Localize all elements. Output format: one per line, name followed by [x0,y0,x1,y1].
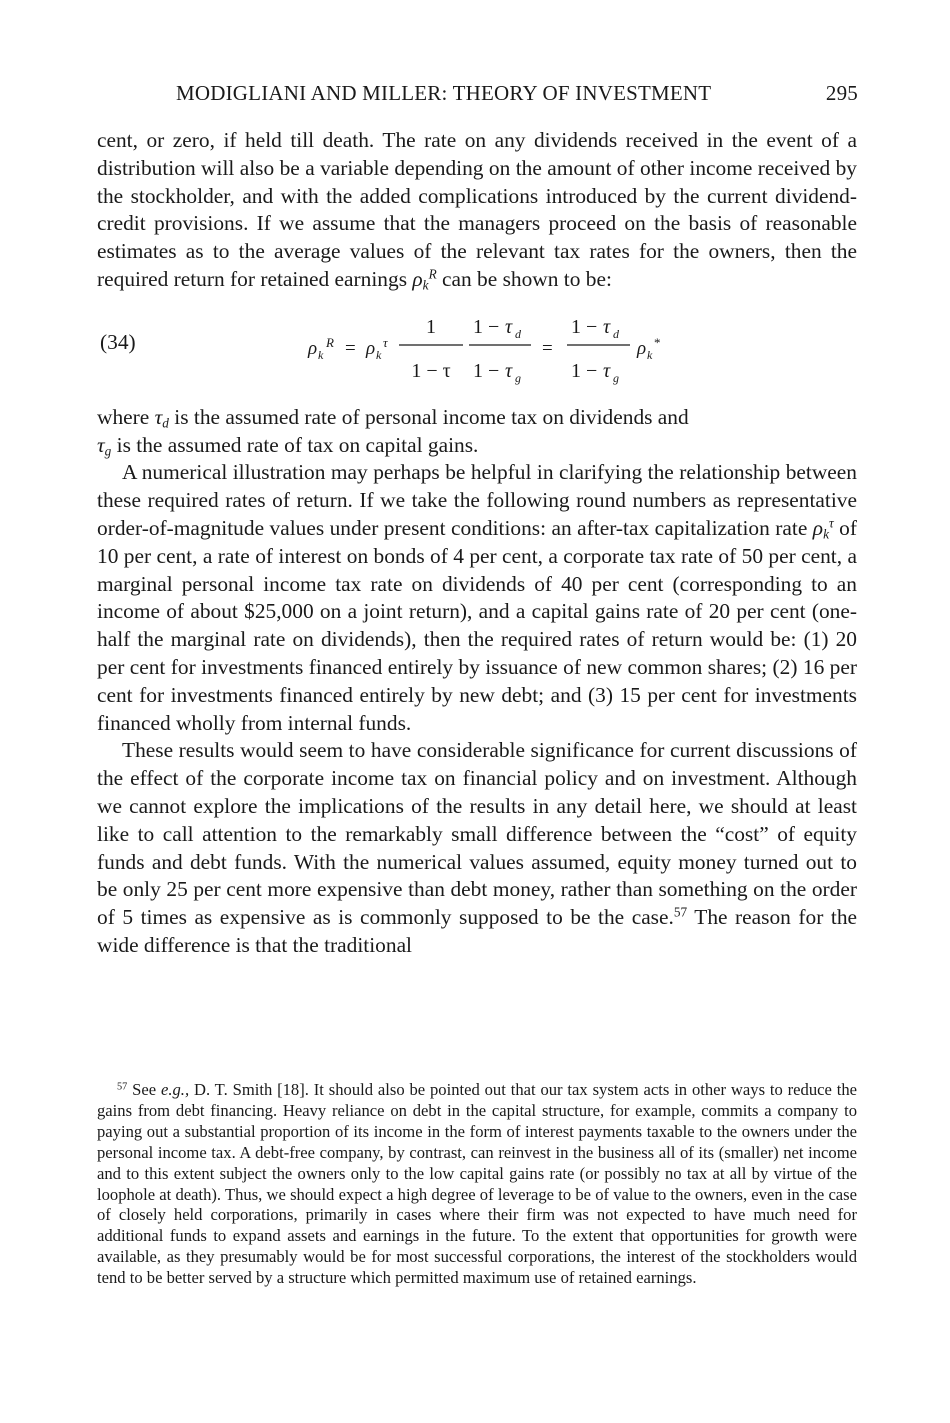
eq-rho-rhs: ρ [637,337,647,359]
eq-frac2-den-tau: τ [505,359,513,382]
eq-rho-lhs: ρ [308,337,318,359]
equation-number: (34) [100,329,136,354]
footnote-reference: 57 [673,904,688,920]
eq-frac3-den: 1 − [571,359,598,382]
eq-frac3-num-sub-d: d [613,326,619,341]
equation-34 [97,300,857,400]
eq-sup-r: R [326,334,334,350]
eq-frac3-num: 1 − [571,315,598,338]
eq-frac2-den: 1 − [473,359,500,382]
eq-frac1-num: 1 [426,315,436,338]
page-header [176,81,858,109]
paragraph-4: These results would seem to have considerable significance for current discussions of the effect of the corporate income tax on financial policy and on investment. Although we cannot explore the implications of the results in any detail here, we should at least like to call attention to the remarkably small difference between the “cost” of equity funds and debt funds. With the numerical values assumed, equity money turned out to be only 25 per cent more expensive than debt money, rather than something on the order of 5 times as expensive as is commonly supposed to be the case.$^{57}$ The reason for the wide difference is that the traditional [97,738,858,957]
page-number: 295 [825,81,858,105]
running-title: MODIGLIANI AND MILLER: THEORY OF INVESTMENT [176,81,712,105]
eq-frac3-den-sub-g: g [613,370,619,385]
paragraph-2: where $\tau_d$ is the assumed rate of personal income tax on dividends and $\tau_g$ is the assumed rate of tax on capital gains. [97,404,689,458]
eq-rho-mid: ρ [366,337,376,359]
eq-sub-k-mid: k [376,347,382,362]
footnote-marker: 57 [117,1081,128,1093]
eq-sub-k-lhs: k [318,347,324,362]
eq-equals-1: = [345,337,356,359]
rho-symbol: ρ [412,266,423,291]
eq-frac1-den: 1 − τ [411,359,451,382]
eq-equals-2: = [542,337,553,359]
paragraph-3: A numerical illustration may perhaps be helpful in clarifying the relationship between these required rates of return. If we take the following round numbers as representative order-of-magnitude values under present conditions: an after-tax capitalization rate $\rho_k^\tau$ of 10 per cent, a rate of interest on bonds of 4 per cent, a corporate tax rate of 50 per cent, a marginal personal income tax rate on dividends of 40 per cent (corresponding to an income of about $25,000 on a joint return), and a capital gains rate of 20 per cent (one-half the marginal rate on dividends), then the required rates of return would be: (1) 20 per cent for investments financed entirely by issuance of new common shares; (2) 16 per cent for investments financed entirely by new debt; and (3) 15 per cent for investments financed wholly from internal funds. [97,460,857,735]
footnote-57: $^{57}$ See e.g., D. T. Smith [18]. It should also be pointed out that our tax system acts in other ways to reduce the gains from debt financing. Heavy reliance on debt in the capital structure, for example, commits a company to paying out a substantial proportion of its income in the form of interest payments taxable to the owners under the personal income tax. A debt-free company, by contrast, can reinvest in the business all of its (smaller) net income and to this extent subject the owners only to the low capital gains rate (or possibly no tax at all by virtue of the loophole at death). Thus, we should expect a high degree of leverage to be of value to the owners, even in the case of closely held corporations, primarily in cases where their firm was not expected to have much need for additional funds to expand assets and earnings in the future. To the extent that opportunities for growth were available, as they presumably would be for most successful corporations, the interest of the stockholders would tend to be better served by a structure which permitted maximum use of retained earnings. [97,1080,858,1288]
eq-sup-tau: τ [383,334,388,350]
eq-frac3-den-tau: τ [603,359,611,382]
eq-frac2-num-tau: τ [505,315,513,338]
eq-frac2-num: 1 − [473,315,500,338]
paragraph-1: cent, or zero, if held till death. The rate on any dividends received in the event of a distribution will also be a variable depending on the amount of other income received by the stockholder, and with the added complications introduced by the current dividend-credit provisions. If we assume that the managers proceed on the basis of reasonable estimates as to the average values of the relevant tax rates for the owners, then the required return for retained earnings $\rho_k^R$ can be shown to be: [97,128,857,293]
eq-frac3-num-tau: τ [603,315,611,338]
body-text [97,127,857,960]
eq-frac2-den-sub-g: g [515,370,521,385]
eq-sub-k-rhs: k [647,347,653,362]
eq-sup-star: * [654,334,661,350]
equation-body [297,300,797,400]
eq-frac2-num-sub-d: d [515,326,521,341]
